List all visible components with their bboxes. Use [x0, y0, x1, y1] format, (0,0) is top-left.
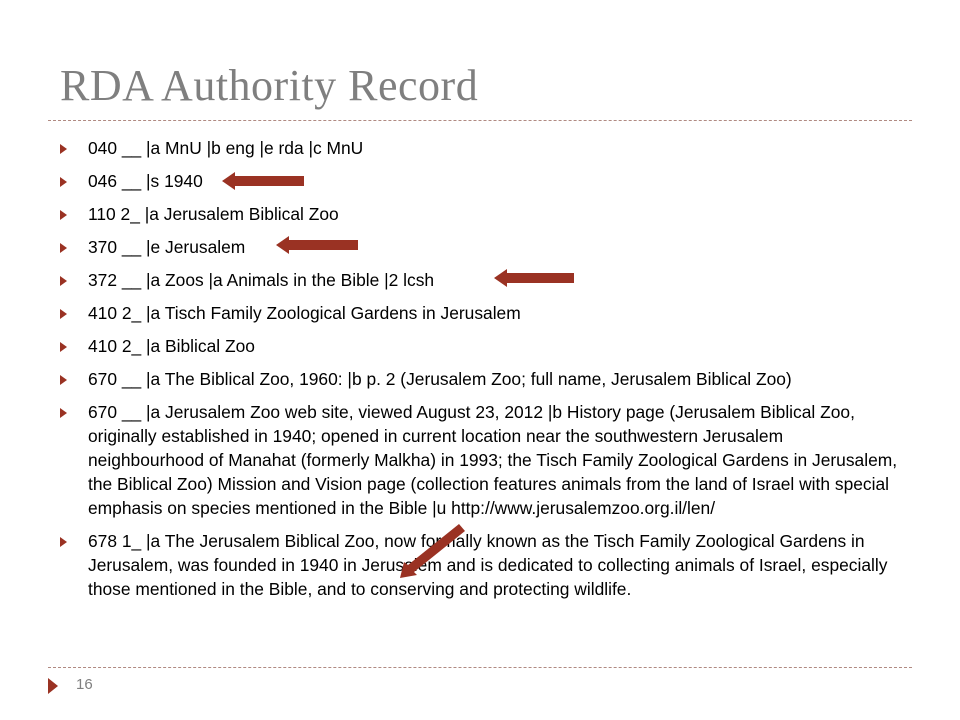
field-text: 670 __ |a Jerusalem Zoo web site, viewed August 23, 2012 |b History page (Jerusalem Biblical Zoo, originally established in 1940; opened in current location near the southwestern Jerusalem neighbourhood of Manahat (formerly Malkha) in 1993; the Tisch Family Zoological Gardens in Jerusalem, the Biblical Zoo) Mission and Vision page (collection features animals from the land of Israel with special emphasis on species mentioned in the Bible |u http://www.jerusalemzoo.org.il/len/: [88, 402, 898, 518]
field-text: 670 __ |a The Biblical Zoo, 1960: |b p. 2 (Jerusalem Zoo; full name, Jerusalem Biblical Zoo): [88, 369, 792, 389]
field-410-tisch: [58, 301, 898, 325]
bullet-icon: [60, 177, 67, 187]
slide-title: RDA Authority Record: [60, 61, 479, 110]
bullet-icon: [60, 243, 67, 253]
bullet-icon: [60, 210, 67, 220]
bullet-icon: [60, 144, 67, 154]
footer-divider: [48, 667, 912, 668]
page-marker-icon: [48, 678, 58, 694]
arrow-046-icon: [222, 170, 306, 192]
field-678: [58, 529, 898, 601]
field-370: [58, 235, 898, 259]
bullet-icon: [60, 309, 67, 319]
page-number: 16: [76, 676, 93, 693]
field-text: 410 2_ |a Tisch Family Zoological Gardens in Jerusalem: [88, 303, 521, 323]
field-text: 370 __ |e Jerusalem: [88, 237, 246, 257]
field-text: 040 __ |a MnU |b eng |e rda |c MnU: [88, 138, 364, 158]
field-372: [58, 268, 898, 292]
field-670-1960: [58, 367, 898, 391]
bullet-icon: [60, 537, 67, 547]
bullet-icon: [60, 276, 67, 286]
bullet-icon: [60, 375, 67, 385]
field-text: 046 __ |s 1940: [88, 171, 203, 191]
title-divider: [48, 120, 912, 121]
field-text: 410 2_ |a Biblical Zoo: [88, 336, 255, 356]
bullet-icon: [60, 342, 67, 352]
arrow-372-icon: [494, 267, 576, 289]
field-110: [58, 202, 898, 226]
field-text: 110 2_ |a Jerusalem Biblical Zoo: [88, 204, 339, 224]
bullet-icon: [60, 408, 67, 418]
field-410-biblical: [58, 334, 898, 358]
field-list: [58, 136, 898, 601]
field-text: 678 1_ |a The Jerusalem Biblical Zoo, now formally known as the Tisch Family Zoological Gardens in Jerusalem, was founded in 1940 in Jerusalem and is dedicated to collecting animals of Israel, especially those mentioned in the Bible, and to conserving and protecting wildlife.: [88, 531, 888, 599]
arrow-370-icon: [276, 234, 360, 256]
field-670-website: [58, 400, 898, 520]
field-046: [58, 169, 898, 193]
arrow-url-icon: [398, 520, 468, 580]
field-040: [58, 136, 898, 160]
field-text: 372 __ |a Zoos |a Animals in the Bible |2 lcsh: [88, 270, 435, 290]
